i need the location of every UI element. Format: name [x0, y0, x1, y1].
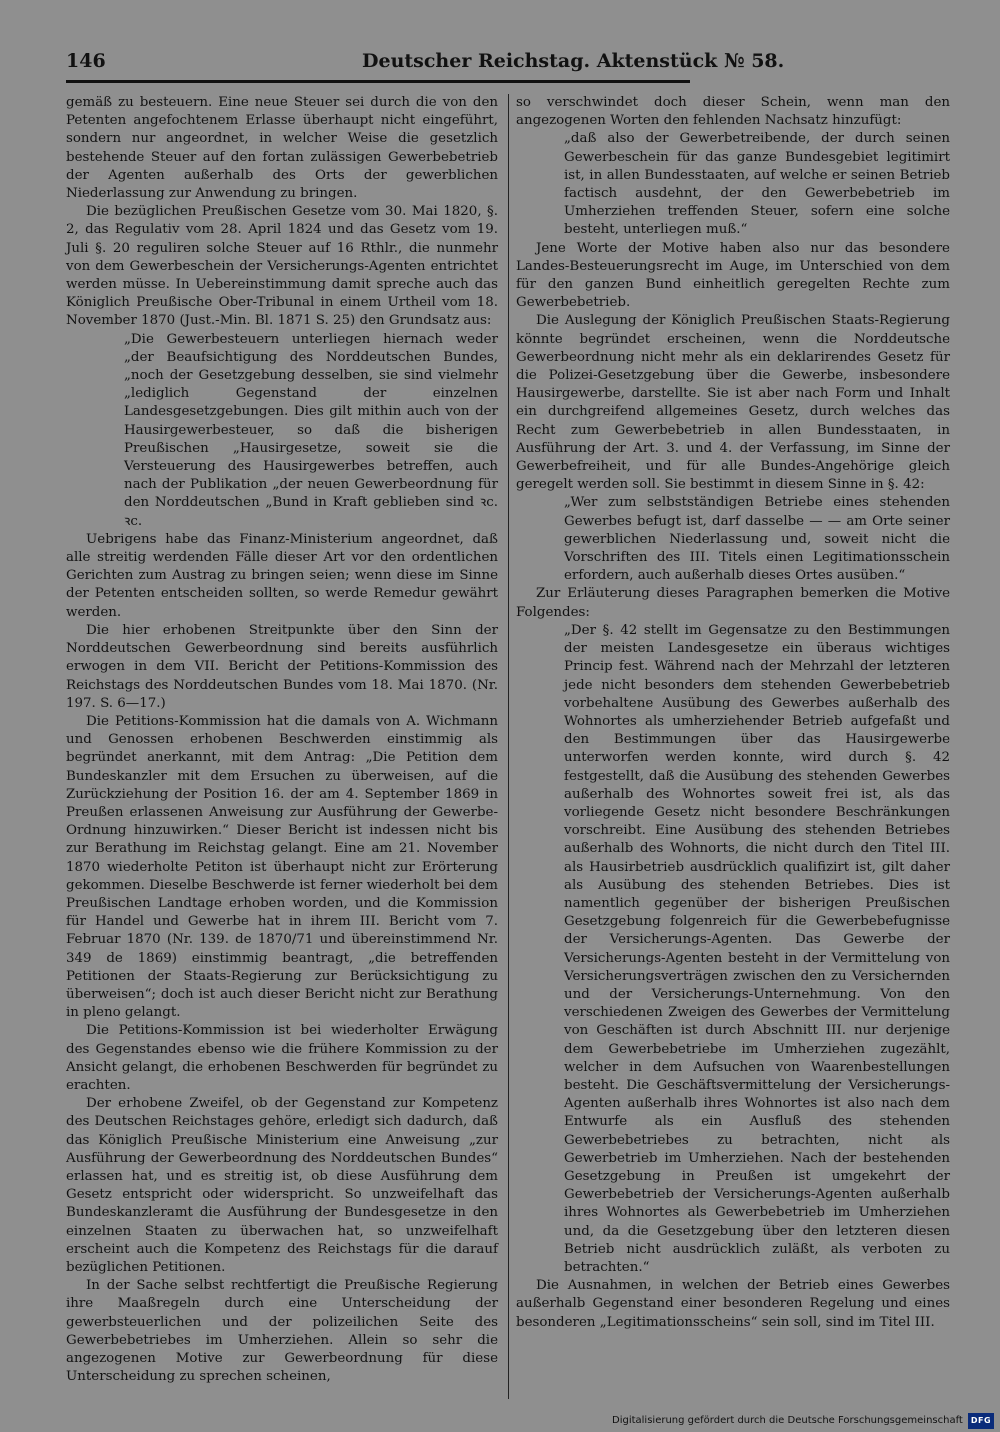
paragraph: Uebrigens habe das Finanz-Ministerium angeordnet, daß alle streitig werdenden Fälle dieser Art vor den ordentlichen Gerichten zum Austrag zu bringen seien; wenn diese im Sinne der Petenten entscheiden sollten, so werde Remedur gewährt werden. [66, 531, 498, 620]
paragraph: Die hier erhobenen Streitpunkte über den Sinn der Norddeutschen Gewerbeordnung sind bereits ausführlich erwogen in dem VII. Bericht der Petitions-Kommission des Reichstags des Norddeutschen Bundes vom 18. Mai 1870. (Nr. 197. S. 6—17.) [66, 622, 498, 711]
left-column [66, 94, 498, 1386]
paragraph: Die Petitions-Kommission ist bei wiederholter Erwägung des Gegenstandes ebenso wie die frühere Kommission zu der Ansicht gelangt, die erhobenen Beschwerden für begründet zu erachten. [66, 1023, 498, 1093]
paragraph: Die Petitions-Kommission hat die damals von A. Wichmann und Genossen erhobenen Beschwerden einstimmig als begründet anerkannt, mit dem Antrag: „Die Petition dem Bundeskanzler mit dem Ersuchen zu überweisen, auf die Zurückziehung der Position 16. der am 4. September 1869 in Preußen erlassenen Anweisung zur Ausführung der Gewerbe-Ordnung hinzuwirken.“ Dieser Bericht ist indessen nicht bis zur Berathung im Reichstag gelangt. Eine am 21. November 1870 wiederholte Petiton ist überhaupt nicht zur Erörterung gekommen. Dieselbe Beschwerde ist ferner wiederholt bei dem Preußischen Landtage erhoben worden, und die Kommission für Handel und Gewerbe hat in ihrem III. Bericht vom 7. Februar 1870 (Nr. 139. de 1870/71 und übereinstimmend Nr. 349 de 1869) einstimmig beantragt, „die betreffenden Petitionen der Staats-Regierung zur Berücksichtigung zu überweisen“; doch ist auch dieser Bericht nicht zur Berathung in pleno gelangt. [66, 713, 498, 1021]
quotation: „daß also der Gewerbetreibende, der durch seinen Gewerbeschein für das ganze Bundesgebiet legitimirt ist, in allen Bundesstaaten, auf welche er seinen Betrieb factisch ausdehnt, der den Gewerbebetrieb im Umherziehen treffenden Steuer, sofern eine solche besteht, unterliegen muß.“ [564, 131, 950, 238]
paragraph: Jene Worte der Motive haben also nur das besondere Landes-Besteuerungsrecht im Auge, im Unterschied von dem für den ganzen Bund einheitlich geregelten Rechte zum Gewerbebetrieb. [516, 240, 950, 311]
quotation: „Die Gewerbesteuern unterliegen hiernach weder „der Beaufsichtigung des Norddeutschen Bundes, „noch der Gesetzgebung desselben, sie sind vielmehr „lediglich Gegenstand der einzelnen Landesgesetzgebungen. Dies gilt mithin auch von der Hausirgewerbesteuer, so daß die bisherigen Preußischen „Hausirgesetze, soweit sie die Versteuerung des Hausirgewerbes betreffen, auch nach der Publikation „der neuen Gewerbeordnung für den Norddeutschen „Bund in Kraft geblieben sind ꝛc. ꝛc. [124, 331, 498, 529]
paragraph: In der Sache selbst rechtfertigt die Preußische Regierung ihre Maaßregeln durch eine Unterscheidung der gewerbsteuerlichen und der polizeilichen Seite des Gewerbebetriebes im Umherziehen. Allein so sehr die angezogenen Motive zur Gewerbeordnung für diese Unterscheidung zu sprechen scheinen, [66, 1278, 498, 1385]
right-column [516, 94, 950, 1332]
paragraph: so verschwindet doch dieser Schein, wenn man den angezogenen Worten den fehlenden Nachsatz hinzufügt: [516, 95, 950, 129]
paragraph: Zur Erläuterung dieses Paragraphen bemerken die Motive Folgendes: [516, 586, 950, 620]
running-title: Deutscher Reichstag. Aktenstück № 58. [362, 50, 785, 72]
paragraph: Der erhobene Zweifel, ob der Gegenstand zur Kompetenz des Deutschen Reichstages gehöre, erledigt sich dadurch, daß das Königlich Preußische Ministerium eine Anweisung „zur Ausführung der Gewerbeordnung des Norddeutschen Bundes“ erlassen hat, und es streitig ist, ob diese Ausführung dem Gesetz entspricht oder widerspricht. So unzweifelhaft das Bundeskanzleramt die Ausführung der Bundesgesetze in den einzelnen Staaten zu überwachen hat, so unzweifelhaft erscheint auch die Kompetenz des Reichstags für die darauf bezüglichen Petitionen. [66, 1096, 498, 1275]
column-divider [508, 94, 509, 1399]
dfg-logo: DFG [968, 1413, 994, 1429]
digitization-footer [608, 1412, 1000, 1432]
page-header [66, 48, 785, 76]
paragraph: Die bezüglichen Preußischen Gesetze vom 30. Mai 1820, §. 2, das Regulativ vom 28. April 1824 und das Gesetz vom 19. Juli §. 20 reguliren solche Steuer auf 16 Rthlr., die nunmehr von dem Gewerbeschein der Versicherungs-Agenten entrichtet werden müsse. In Uebereinstimmung damit spreche auch das Königlich Preußische Ober-Tribunal in einem Urtheil vom 18. November 1870 (Just.-Min. Bl. 1871 S. 25) den Grundsatz aus: [66, 204, 498, 329]
paragraph: Die Ausnahmen, in welchen der Betrieb eines Gewerbes außerhalb Gegenstand einer besonderen Regelung und eines besonderen „Legitimationsscheins“ sein soll, sind im Titel III. [516, 1278, 950, 1330]
page-number: 146 [66, 50, 106, 72]
paragraph: gemäß zu besteuern. Eine neue Steuer sei durch die von den Petenten angefochtenem Erlasse überhaupt nicht eingeführt, sondern nur angeordnet, in welcher Weise die gesetzlich bestehende Steuer auf den fortan zulässigen Gewerbebetrieb der Agenten außerhalb des Orts der gewerblichen Niederlassung zur Anwendung zu bringen. [66, 95, 498, 202]
quotation: „Wer zum selbstständigen Betriebe eines stehenden Gewerbes befugt ist, darf dasselbe — — am Orte seiner gewerblichen Niederlassung und, soweit nicht die Vorschriften des III. Titels einen Legitimationsschein erfordern, auch außerhalb dieses Ortes ausüben.“ [564, 495, 950, 584]
header-rule [66, 80, 690, 83]
quotation: „Der §. 42 stellt im Gegensatze zu den Bestimmungen der meisten Landesgesetze ein überaus wichtiges Princip fest. Während nach der Mehrzahl der letzteren jede nicht besonders dem stehenden Gewerbebetrieb vorbehaltene Ausübung des Gewerbes außerhalb des Wohnortes als umherziehender Betrieb aufgefaßt und den Bestimmungen über das Hausirgewerbe unterworfen werden konnte, wird durch §. 42 festgestellt, daß die Ausübung des stehenden Gewerbes außerhalb des Wohnortes soweit frei ist, als das vorliegende Gesetz nicht besondere Beschränkungen vorschreibt. Eine Ausübung des stehenden Betriebes außerhalb des Wohnorts, die nicht durch den Titel III. als Hausirbetrieb ausdrücklich qualifizirt ist, gilt daher als Ausübung des stehenden Betriebes. Dies ist namentlich gegenüber der bisherigen Preußischen Gesetzgebung folgenreich für die Gewerbebefugnisse der Versicherungs-Agenten. Das Gewerbe der Versicherungs-Agenten besteht in der Vermittelung von Versicherungsverträgen zwischen den zu Versichernden und der Versicherungs-Unternehmung. Von den verschiedenen Zweigen des Gewerbes der Vermittelung von Geschäften ist durch Abschnitt III. nur derjenige dem Gewerbebetriebe im Umherziehen zugezählt, welcher in dem Aufsuchen von Waarenbestellungen besteht. Die Geschäftsvermittelung der Versicherungs-Agenten außerhalb ihres Wohnortes ist also nach dem Entwurfe als ein Ausfluß des stehenden Gewerbebetriebes zu betrachten, nicht als Gewerbetrieb im Umherziehen. Nach der bestehenden Gesetzgebung in Preußen ist umgekehrt der Gewerbebetrieb der Versicherungs-Agenten außerhalb ihres Wohnortes als Gewerbebetrieb im Umherziehen und, da die Gesetzgebung über den letzteren diesen Betrieb nicht ausdrücklich zuläßt, als verboten zu betrachten.“ [564, 622, 950, 1275]
paragraph: Die Auslegung der Königlich Preußischen Staats-Regierung könnte begründet erscheinen, wenn die Norddeutsche Gewerbeordnung nicht mehr als ein deklarirendes Gesetz für die Polizei-Gesetzgebung über die Gewerbe, insbesondere Hausirgewerbe, darstellte. Sie ist aber nach Form und Inhalt ein durchgreifend allgemeines Gesetz, durch welches das Recht zum Gewerbebetrieb in allen Bundesstaaten, in Ausführung der Art. 3. und 4. der Verfassung, im Sinne der Gewerbefreiheit, und für alle Bundes-Angehörige gleich geregelt werden soll. Sie bestimmt in diesem Sinne in §. 42: [516, 313, 950, 493]
funding-notice: Digitalisierung gefördert durch die Deutsche Forschungsgemeinschaft [612, 1415, 963, 1426]
